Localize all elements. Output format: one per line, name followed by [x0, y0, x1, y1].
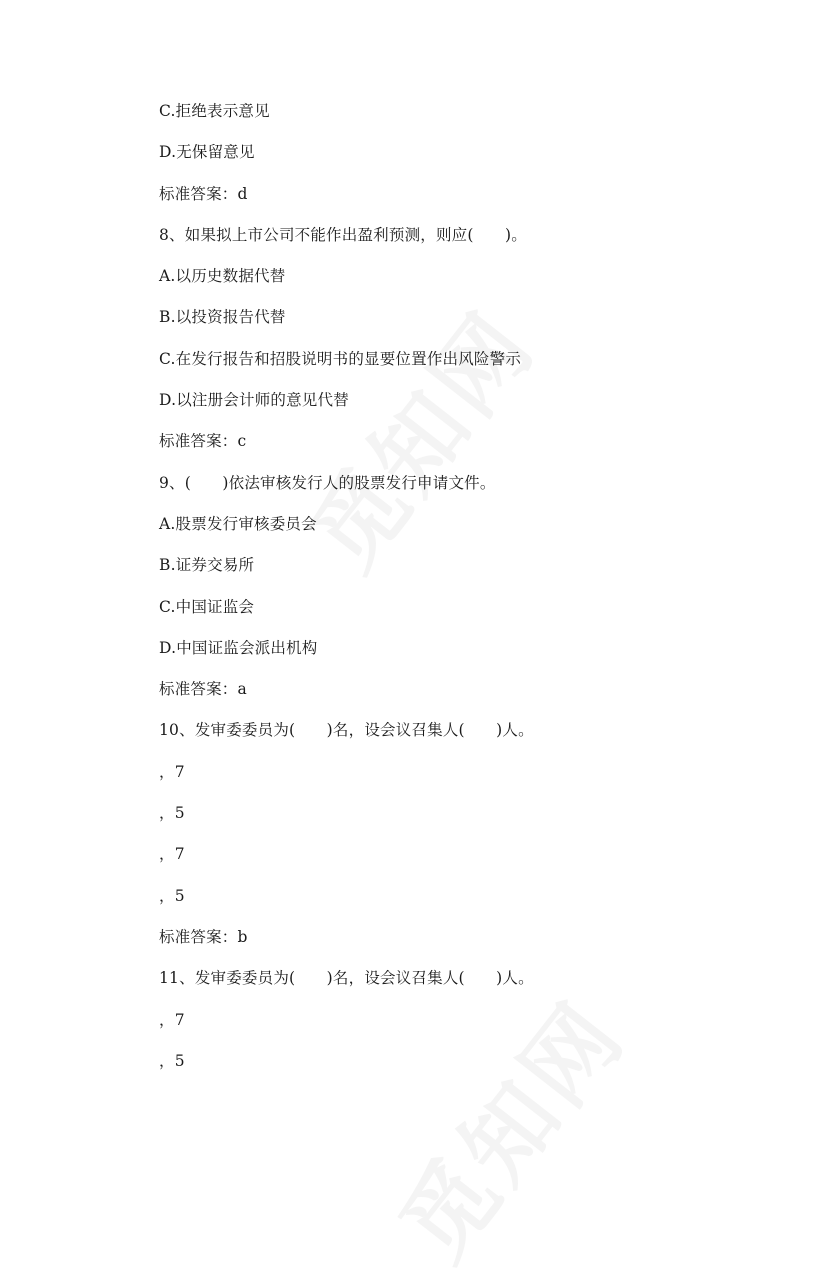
option-line: ，7 — [159, 845, 185, 864]
option-d: D.中国证监会派出机构 — [159, 638, 318, 657]
option-a: A.股票发行审核委员会 — [159, 514, 317, 533]
question-11: 11、发审委委员为( )名，设会议召集人( )人。 — [159, 969, 534, 988]
option-c: C.在发行报告和招股说明书的显要位置作出风险警示 — [159, 349, 522, 368]
option-c: C.中国证监会 — [159, 597, 255, 616]
question-9: 9、( )依法审核发行人的股票发行申请文件。 — [159, 473, 496, 492]
answer-line: 标准答案：c — [159, 432, 247, 451]
answer-line: 标准答案：b — [159, 927, 248, 946]
option-line: ，7 — [159, 762, 185, 781]
option-d: D.以注册会计师的意见代替 — [159, 391, 349, 410]
option-line: ，5 — [159, 804, 185, 823]
option-line: ，7 — [159, 1010, 185, 1029]
answer-line: 标准答案：d — [159, 184, 248, 203]
option-b: B.证券交易所 — [159, 556, 255, 575]
question-8: 8、如果拟上市公司不能作出盈利预测，则应( )。 — [159, 225, 527, 244]
question-10: 10、发审委委员为( )名，设会议召集人( )人。 — [159, 721, 534, 740]
option-b: B.以投资报告代替 — [159, 308, 286, 327]
answer-line: 标准答案：a — [159, 680, 247, 699]
option-a: A.以历史数据代替 — [159, 267, 286, 286]
option-line: ，5 — [159, 886, 185, 905]
option-line: ，5 — [159, 1051, 185, 1070]
question-list — [159, 97, 779, 1088]
option-c: C.拒绝表示意见 — [159, 102, 270, 120]
option-d: D.无保留意见 — [159, 143, 255, 162]
